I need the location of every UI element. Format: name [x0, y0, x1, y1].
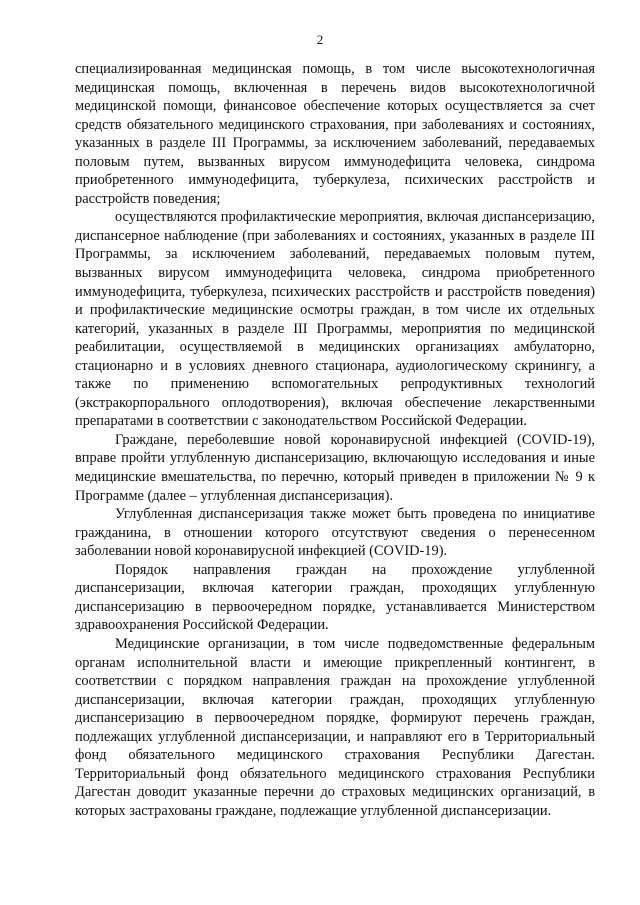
paragraph: Порядок направления граждан на прохождение углубленной диспансеризации, включая категории граждан, проходящих углубленную диспансеризацию в первоочередном порядке, устанавливается Министерством здравоохранения Российской Федерации.	[75, 561, 595, 634]
paragraph: Медицинские организации, в том числе подведомственные федеральным органам исполнительной власти и имеющие прикрепленный контингент, в соответствии с порядком направления граждан на прохождение углубленной диспансеризации, включая категории граждан, проходящих углубленную диспансеризацию в первоочередном порядке, формируют перечень граждан, подлежащих углубленной диспансеризации, и направляют его в Территориальный фонд обязательного медицинского страхования Республики Дагестан. Территориальный фонд обязательного медицинского страхования Республики Дагестан доводит указанные перечни до страховых медицинских организаций, в которых застрахованы граждане, подлежащие углубленной диспансеризации.	[75, 635, 595, 819]
paragraph: Углубленная диспансеризация также может быть проведена по инициативе гражданина, в отношении которого отсутствуют сведения о перенесенном заболевании новой коронавирусной инфекцией (COVID-19).	[75, 506, 595, 560]
page-number: 2	[316, 32, 324, 47]
paragraph: Граждане, переболевшие новой коронавирусной инфекцией (COVID-19), вправе пройти углубленную диспансеризацию, включающую исследования и иные медицинские вмешательства, по перечню, который приведен в приложении № 9 к Программе (далее – углубленная диспансеризация).	[75, 431, 595, 504]
paragraph: специализированная медицинская помощь, в том числе высокотехнологичная медицинская помощь, включенная в перечень видов высокотехнологичной медицинской помощи, финансовое обеспечение которых осуществляется за счет средств обязательного медицинского страхования, при заболеваниях и состояниях, указанных в разделе III Программы, за исключением заболеваний, передаваемых половым путем, вызванных вирусом иммунодефицита человека, синдрома приобретенного иммунодефицита, туберкулеза, психических расстройств и расстройств поведения;	[75, 61, 595, 207]
paragraph: осуществляются профилактические мероприятия, включая диспансеризацию, диспансерное наблюдение (при заболеваниях и состояниях, указанных в разделе III Программы, за исключением заболеваний, передаваемых половым путем, вызванных вирусом иммунодефицита человека, синдрома приобретенного иммунодефицита, туберкулеза, психических расстройств и расстройств поведения) и профилактические медицинские осмотры граждан, в том числе их отдельных категорий, указанных в разделе III Программы, мероприятия по медицинской реабилитации, осуществляемой в медицинских организациях амбулаторно, стационарно и в условиях дневного стационара, аудиологическому скринингу, а также по применению вспомогательных репродуктивных технологий (экстракорпорального оплодотворения), включая обеспечение лекарственными препаратами в соответствии с законодательством Российской Федерации.	[75, 209, 595, 430]
document-body	[75, 60, 595, 820]
